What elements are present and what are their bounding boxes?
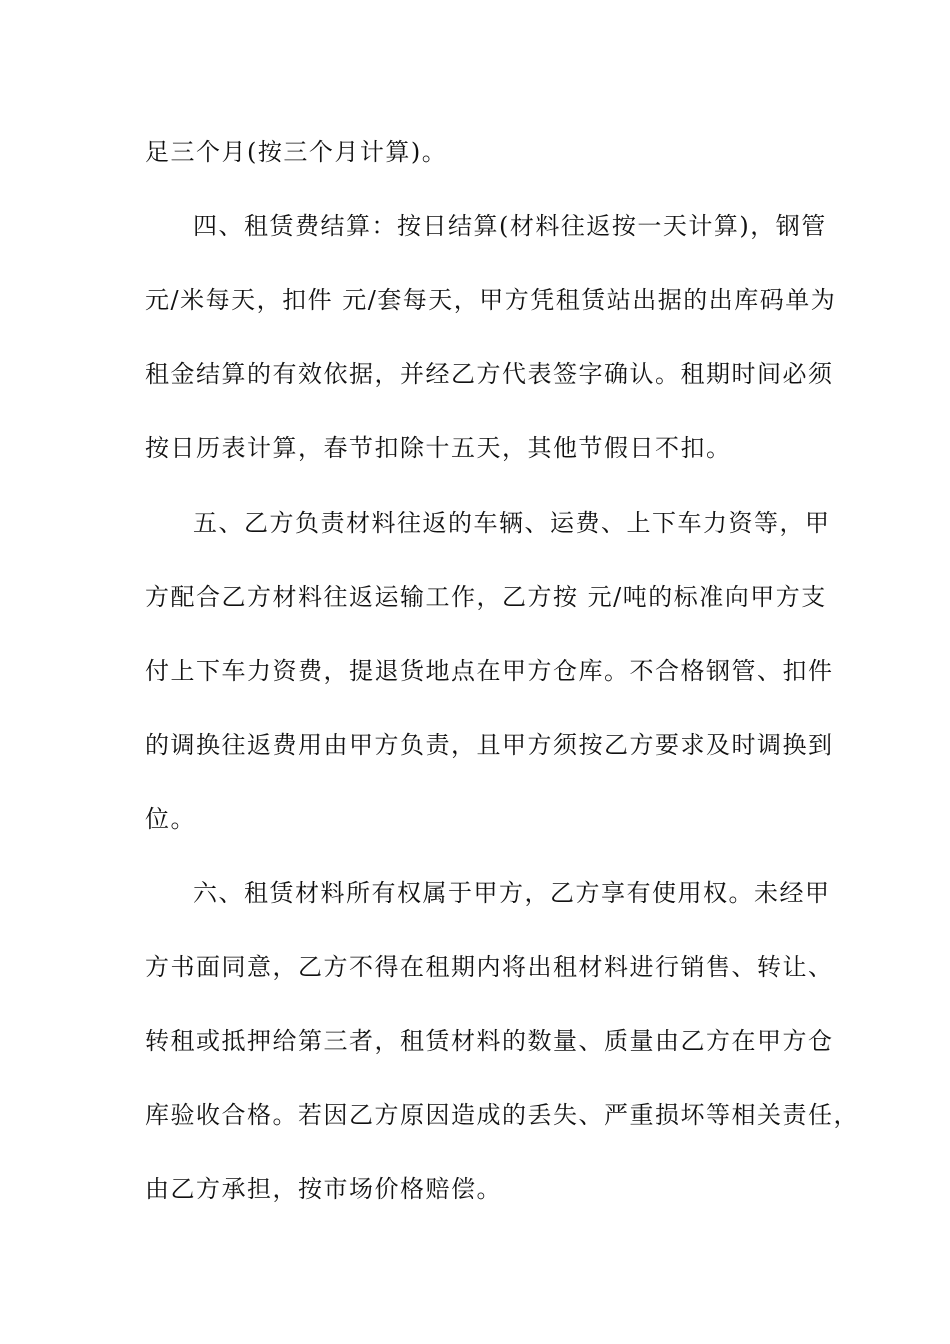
text-line: 元/米每天，扣件 元/套每天，甲方凭租赁站出据的出库码单为 <box>145 286 837 314</box>
text-line: 方书面同意，乙方不得在租期内将出租材料进行销售、转让、 <box>145 953 834 981</box>
paragraph-six-start: 六、租赁材料所有权属于甲方，乙方享有使用权。未经甲 <box>193 879 831 907</box>
text-line: 按日历表计算，春节扣除十五天，其他节假日不扣。 <box>145 434 732 462</box>
text-line: 库验收合格。若因乙方原因造成的丢失、严重损坏等相关责任， <box>145 1101 859 1129</box>
text-line: 位。 <box>145 805 196 833</box>
text-line: 转租或抵押给第三者，租赁材料的数量、质量由乙方在甲方仓 <box>145 1027 834 1055</box>
text-line: 付上下车力资费，提退货地点在甲方仓库。不合格钢管、扣件 <box>145 657 834 685</box>
text-line: 由乙方承担，按市场价格赔偿。 <box>145 1175 502 1203</box>
paragraph-four-start: 四、租赁费结算：按日结算(材料往返按一天计算)，钢管 <box>193 212 827 240</box>
text-line: 租金结算的有效依据，并经乙方代表签字确认。租期时间必须 <box>145 360 834 388</box>
text-line: 方配合乙方材料往返运输工作，乙方按 元/吨的标准向甲方支 <box>145 583 827 611</box>
text-line: 足三个月(按三个月计算)。 <box>145 138 448 166</box>
paragraph-five-start: 五、乙方负责材料往返的车辆、运费、上下车力资等，甲 <box>193 509 831 537</box>
text-line: 的调换往返费用由甲方负责，且甲方须按乙方要求及时调换到 <box>145 731 834 759</box>
